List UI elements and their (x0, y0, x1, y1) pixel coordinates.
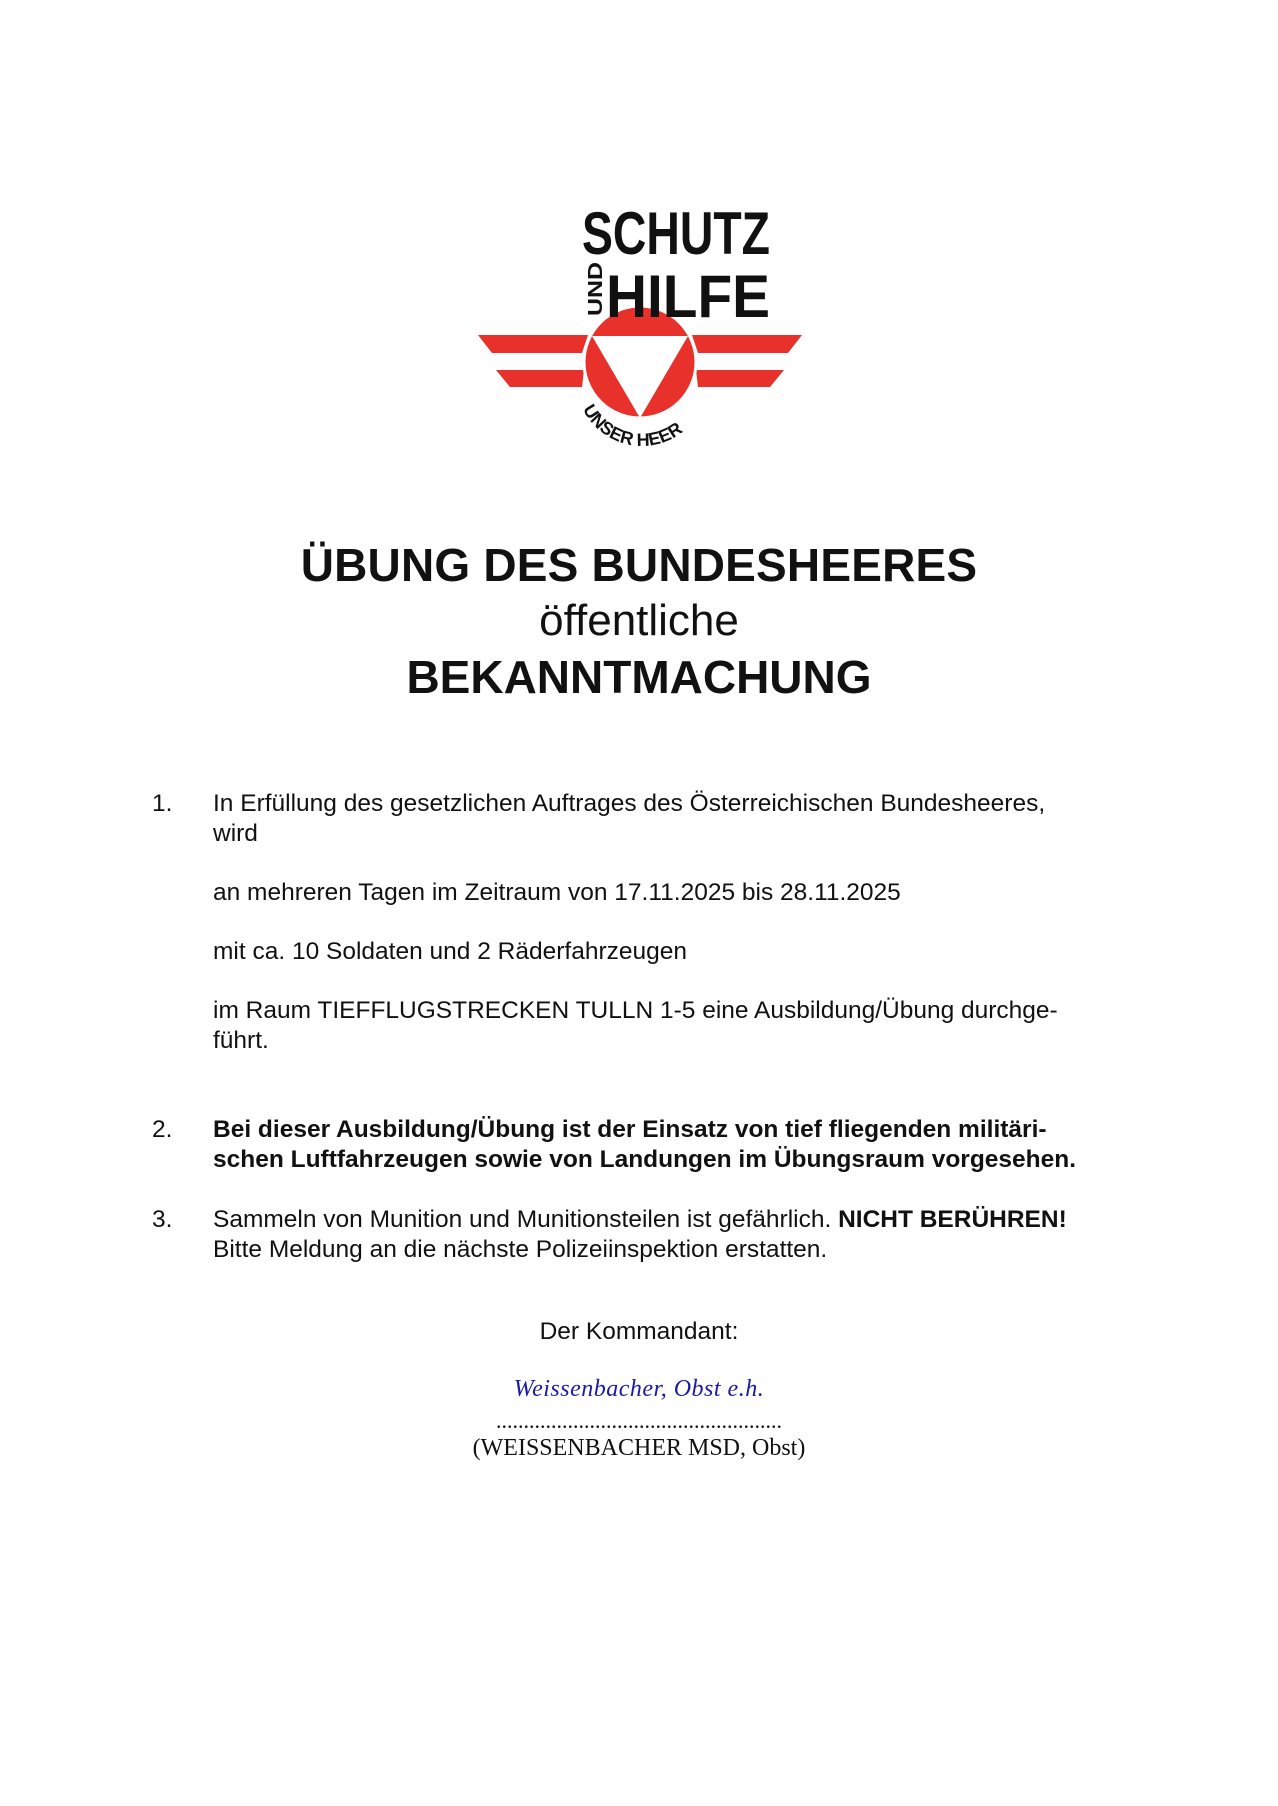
list-item-1 (152, 789, 1132, 1054)
item-3-text: Sammeln von Munition und Munitionsteilen ist gefährlich. NICHT BERÜHREN! Bitte Meldung an die nächste Polizeiinspektion erstatten. (213, 1206, 1067, 1263)
item-1-paragraph-4: im Raum TIEFFLUGSTRECKEN TULLN 1-5 eine Ausbildung/Übung durchge- führt. (213, 997, 1058, 1054)
item-1-paragraph-3: mit ca. 10 Soldaten und 2 Räderfahrzeugen (213, 938, 687, 965)
svg-text:SCHUTZ: SCHUTZ (582, 200, 770, 267)
heading-line-3: BEKANNTMACHUNG (406, 651, 872, 703)
item-2-text: Bei dieser Ausbildung/Übung ist der Einsatz von tief fliegenden militäri- schen Luftfahrzeugen sowie von Landungen im Übungsraum vorgesehen. (213, 1116, 1077, 1173)
signatory-name: (WEISSENBACHER MSD, Obst) (472, 1435, 806, 1461)
item-1-paragraph-2: an mehreren Tagen im Zeitraum von 17.11.2025 bis 28.11.2025 (213, 879, 901, 906)
wing-right-top-icon (692, 335, 802, 353)
item-number: 1. (152, 790, 173, 817)
heading-line-1: ÜBUNG DES BUNDESHEERES (300, 539, 978, 591)
logo-arc-text: UNSER HEER (579, 400, 686, 450)
svg-text:UND: UND (585, 272, 607, 316)
item-1-paragraph-1: In Erfüllung des gesetzlichen Auftrages des Österreichischen Bundesheeres, wird (213, 790, 1046, 847)
wing-right-bottom-icon (696, 370, 784, 387)
heading-line-2: öffentliche (539, 596, 739, 645)
item-number: 2. (152, 1116, 173, 1143)
svg-text:HILFE: HILFE (606, 263, 770, 330)
schutz-und-hilfe-logo (470, 190, 810, 450)
list-item-2 (152, 1115, 1132, 1177)
item-number: 3. (152, 1206, 173, 1233)
signature-line: .................................................... (496, 1408, 782, 1433)
wing-left-bottom-icon (496, 370, 584, 387)
warning-text: NICHT BERÜHREN! (838, 1206, 1067, 1233)
list-item-3 (152, 1205, 1132, 1267)
wing-left-top-icon (478, 335, 588, 353)
signature-label: Der Kommandant: (539, 1318, 739, 1345)
signature: Weissenbacher, Obst e.h. (513, 1376, 765, 1402)
